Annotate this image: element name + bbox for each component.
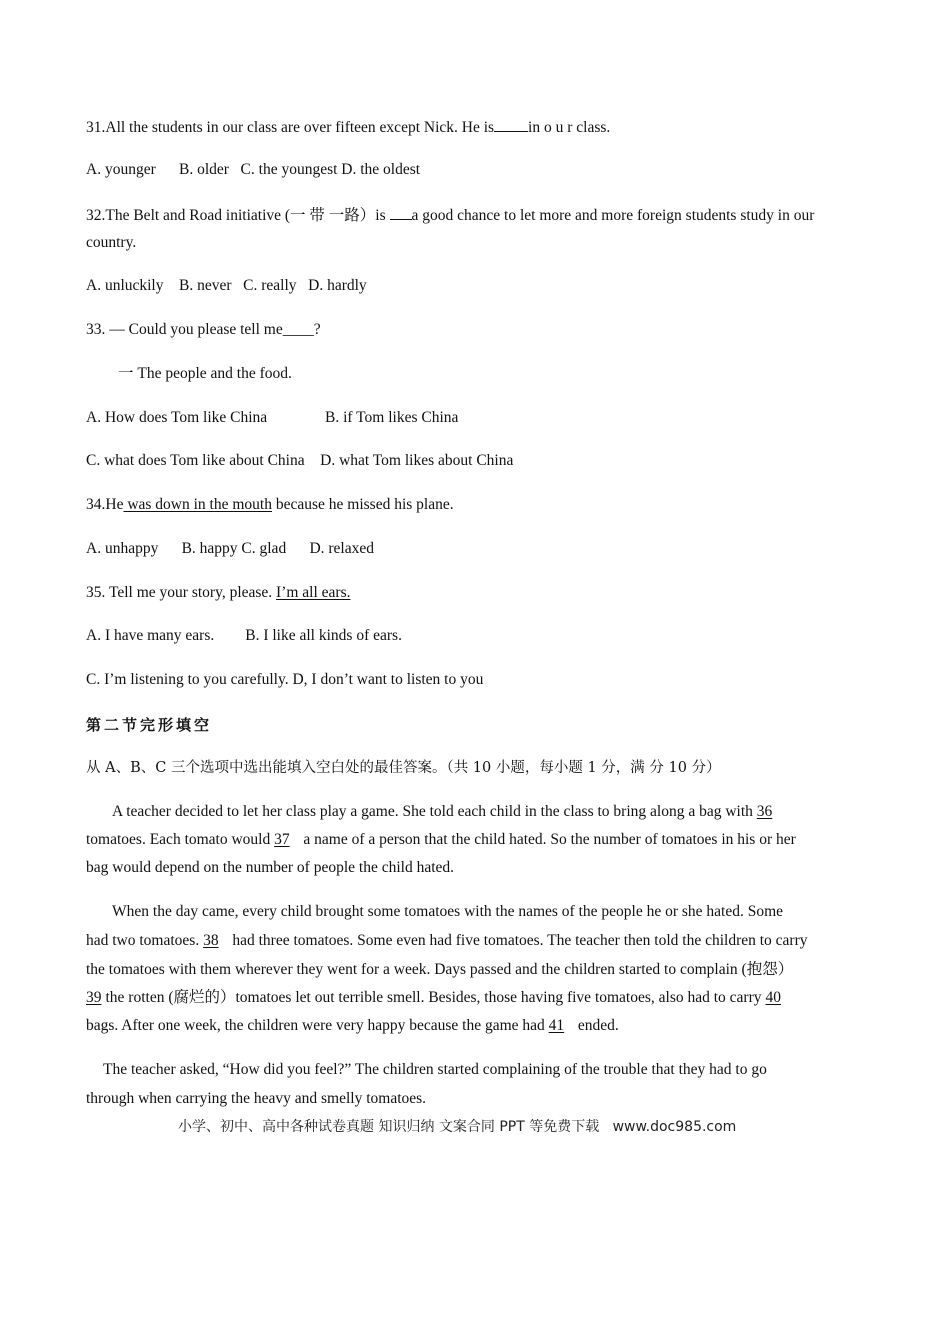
passage-p1-line2 xyxy=(86,830,796,850)
question-32-options: A. unluckily B. never C. really D. hardly xyxy=(86,277,367,294)
underlined-phrase: I’m all ears. xyxy=(276,584,351,601)
question-31-stem xyxy=(86,117,610,138)
passage-text: had two tomatoes. xyxy=(86,932,204,949)
passage-text: a name of a person that the child hated. So the number of tomatoes in his or her xyxy=(295,831,796,848)
question-31-options: A. younger B. older C. the youngest D. the oldest xyxy=(86,161,421,178)
blank-number: 38 xyxy=(203,932,219,949)
question-35-options-ab: A. I have many ears. B. I like all kinds of ears. xyxy=(86,627,402,644)
question-32-stem xyxy=(86,205,814,226)
passage-p2-line1: When the day came, every child brought some tomatoes with the names of the people he or she hated. Some xyxy=(112,903,784,920)
passage-p1-line3: bag would depend on the number of people the child hated. xyxy=(86,859,455,876)
question-32-stem-line2: country. xyxy=(86,234,137,251)
answer-blank xyxy=(390,205,412,220)
question-34-options: A. unhappy B. happy C. glad D. relaxed xyxy=(86,540,374,557)
question-34-stem xyxy=(86,495,454,515)
blank-number: 37 xyxy=(274,831,290,848)
question-33-option-a: A. How does Tom like China xyxy=(86,409,268,426)
question-33-reply: 一 The people and the food. xyxy=(118,365,292,382)
question-33-option-b: B. if Tom likes China xyxy=(325,409,459,426)
section-instruction: 从 A、B、C 三个选项中选出能填入空白处的最佳答案。（共 10 小题，每小题 1 分，满 分 10 分） xyxy=(86,760,721,776)
underlined-phrase: was down in the mouth xyxy=(123,496,272,513)
question-32-text-end: a good chance to let more and more foreign students study in our xyxy=(411,207,815,224)
answer-blank xyxy=(494,117,528,132)
question-35-options-cd: C. I’m listening to you carefully. D, I don’t want to listen to you xyxy=(86,671,484,688)
blank-number: 40 xyxy=(765,989,782,1006)
question-33-options-cd: C. what does Tom like about China D. what Tom likes about China xyxy=(86,452,514,469)
passage-p3-line2: through when carrying the heavy and smelly tomatoes. xyxy=(86,1090,427,1107)
passage-p2-line2 xyxy=(86,931,808,951)
passage-p2-line3: the tomatoes with them wherever they went for a week. Days passed and the children started to complain (抱怨） xyxy=(86,961,794,978)
passage-p3-line1: The teacher asked, “How did you feel?” The children started complaining of the trouble that they had to go xyxy=(103,1061,767,1078)
question-33-stem: 33. — Could you please tell me____? xyxy=(86,321,321,338)
question-32-text: 32.The Belt and Road initiative (一 带 一路）is xyxy=(86,207,390,224)
passage-text: ended. xyxy=(570,1017,619,1034)
section-heading: 第二节完形填空 xyxy=(86,716,213,734)
passage-text: tomatoes. Each tomato would xyxy=(86,831,275,848)
passage-text: bags. After one week, the children were very happy because the game had xyxy=(86,1017,549,1034)
question-31-text-end: in o u r class. xyxy=(528,119,611,136)
blank-number: 41 xyxy=(548,1017,565,1034)
page-footer: 小学、初中、高中各种试卷真题 知识归纳 文案合同 PPT 等免费下载 www.doc985.com xyxy=(178,1119,737,1135)
passage-text: had three tomatoes. Some even had five tomatoes. The teacher then told the children to carry xyxy=(224,932,808,949)
passage-p2-line5 xyxy=(86,1016,619,1036)
passage-text: the rotten (腐烂的）tomatoes let out terrible smell. Besides, those having five tomatoes, also had to carry xyxy=(105,989,762,1006)
question-35-stem xyxy=(86,583,351,603)
question-35-text: 35. Tell me your story, please. xyxy=(86,584,277,601)
passage-text: A teacher decided to let her class play a game. She told each child in the class to bring along a bag with xyxy=(112,803,757,820)
blank-number: 36 xyxy=(756,803,773,820)
question-34-text: 34.He xyxy=(86,496,124,513)
blank-number: 39 xyxy=(86,989,102,1006)
passage-p2-line4 xyxy=(86,988,791,1008)
question-34-text-end: because he missed his plane. xyxy=(271,496,454,513)
passage-p1-line1 xyxy=(112,802,784,822)
question-31-text: 31.All the students in our class are over fifteen except Nick. He is xyxy=(86,119,495,136)
